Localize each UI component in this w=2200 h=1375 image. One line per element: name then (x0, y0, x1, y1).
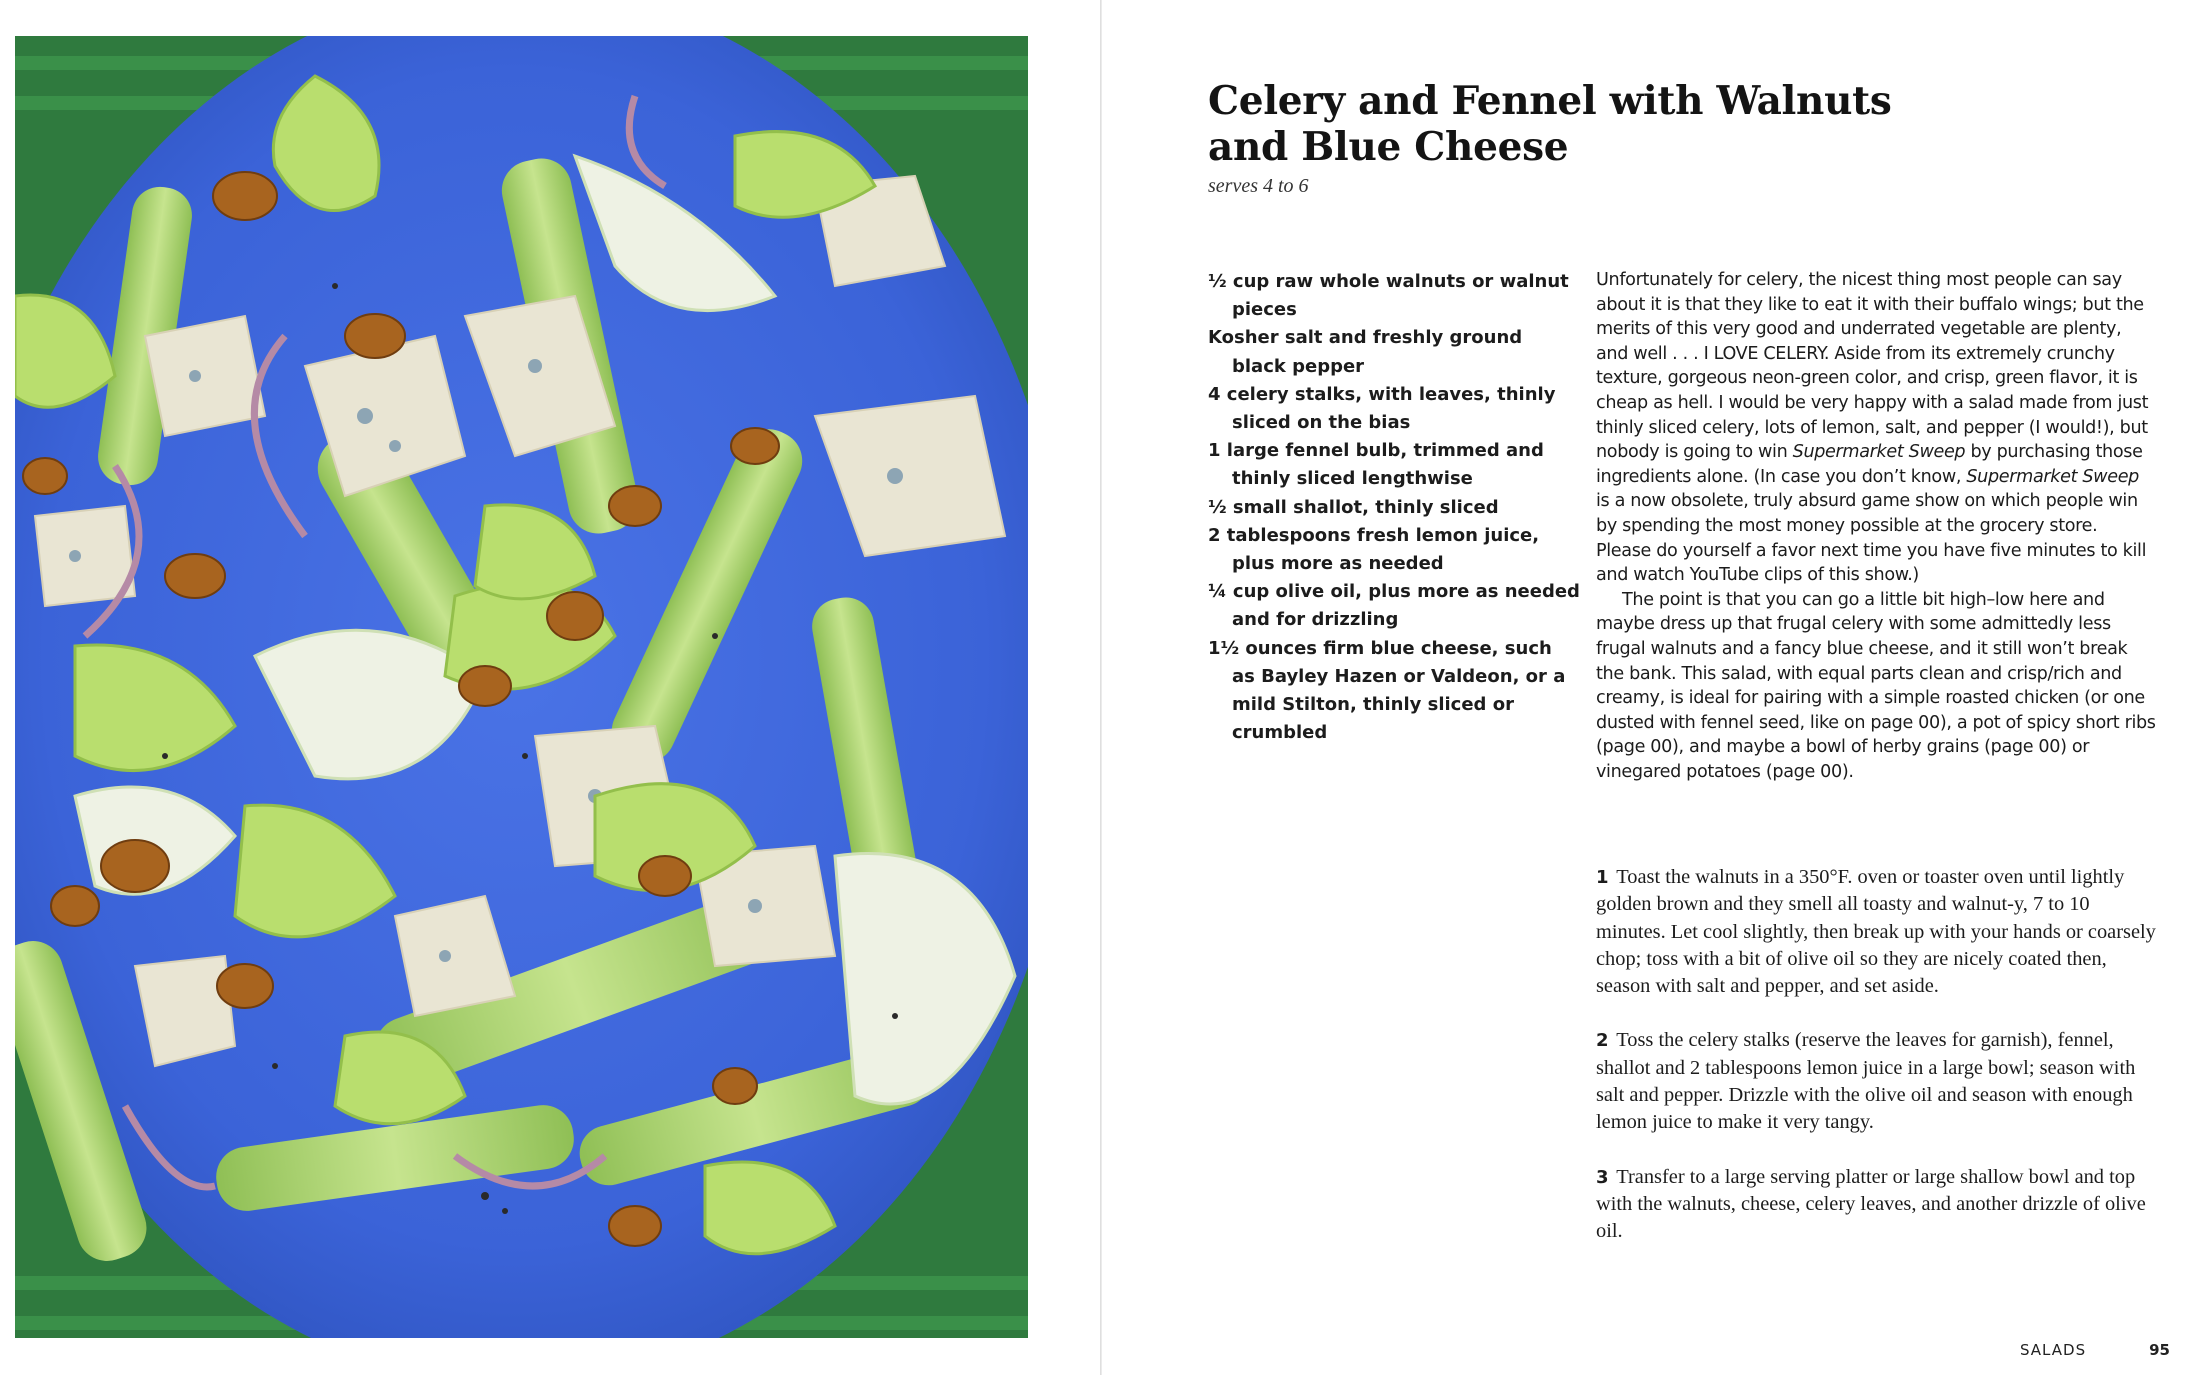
ingredient-item: ½ cup raw whole walnuts or walnut pieces (1208, 271, 1569, 321)
ingredient-item: 1 large fennel bulb, trimmed and thinly sliced lengthwise (1208, 440, 1544, 490)
step-number: 3 (1596, 1166, 1609, 1188)
salad-illustration (15, 36, 1028, 1338)
ingredient-item: Kosher salt and freshly ground black pepper (1208, 327, 1523, 377)
section-label: SALADS (2020, 1341, 2087, 1359)
recipe-title (1208, 78, 1928, 170)
ingredient-item: 1½ ounces firm blue cheese, such as Bayley Hazen or Valdeon, or a mild Stilton, thinly sliced or crumbled (1208, 637, 1566, 744)
title-line-1: Celery and Fennel with Walnuts (1208, 78, 1892, 124)
step-text: Transfer to a large serving platter or large shallow bowl and top with the walnuts, cheese, celery leaves, and another drizzle of olive oil. (1596, 1165, 2146, 1243)
headnote (1596, 268, 2156, 784)
step-number: 1 (1596, 867, 1609, 888)
headnote-paragraph-1 (1596, 268, 2156, 588)
title-line-2: and Blue Cheese (1208, 124, 1569, 170)
method-step (1596, 1164, 2156, 1246)
ingredient-list (1208, 268, 1580, 747)
headnote-paragraph-2: The point is that you can go a little bit high–low here and maybe dress up that frugal celery with some admittedly less frugal walnuts and a fancy blue cheese, and it still won’t break the bank. This salad, with equal parts clean and crisp/rich and creamy, is ideal for pairing with a simple roasted chicken (or one dusted with fennel seed, like on page 00), a pot of spicy short ribs (page 00), and maybe a bowl of herby grains (page 00) or vinegared potatoes (page 00). (1596, 589, 2156, 782)
right-page (1102, 0, 2200, 1375)
ingredient-item: 4 celery stalks, with leaves, thinly sliced on the bias (1208, 383, 1556, 434)
recipe-yield: serves 4 to 6 (1208, 175, 1309, 197)
ingredient-item: 2 tablespoons fresh lemon juice, plus more as needed (1208, 524, 1540, 575)
method-steps (1596, 864, 2156, 1273)
salad-photo (15, 36, 1028, 1338)
show-title: Supermarket Sweep (1792, 442, 1966, 463)
show-title: Supermarket Sweep (1966, 466, 2139, 487)
headnote-text: by purchasing those ingredients alone. (In case you don’t know, (1596, 442, 2143, 487)
page-footer (2020, 1341, 2170, 1361)
headnote-text: is a now obsolete, truly absurd game show on which people win by spending the most money possible at the grocery store. Please do yourself a favor next time you have five minutes to kill and watch YouTube clips of this show.) (1596, 491, 2147, 586)
step-number: 2 (1596, 1030, 1609, 1052)
step-text: Toss the celery stalks (reserve the leaves for garnish), fennel, shallot and 2 tablespoons lemon juice in a large bowl; season with salt and pepper. Drizzle with the olive oil and season with enough lemon juice to make it very tangy. (1596, 1029, 2136, 1134)
headnote-text: Unfortunately for celery, the nicest thing most people can say about it is that they like to eat it with their buffalo wings; but the merits of this very good and underrated vegetable are plenty, and well . . . I LOVE CELERY. Aside from its extremely crunchy texture, gorgeous neon-green color, and crisp, green flavor, it is cheap as hell. I would be very happy with a salad made from just thinly sliced celery, lots of lemon, salt, and pepper (I would!), but nobody is going to win (1596, 270, 2149, 463)
ingredient-item: ½ small shallot, thinly sliced (1208, 496, 1499, 518)
step-text: Toast the walnuts in a 350°F. oven or toaster oven until lightly golden brown and they smell all toasty and walnut-y, 7 to 10 minutes. Let cool slightly, then break up with your hands or coarsely chop; toss with a bit of olive oil so they are nicely coated then, season with salt and pepper, and set aside. (1596, 866, 2156, 998)
page-number: 95 (2149, 1341, 2170, 1359)
method-step (1596, 1027, 2156, 1136)
ingredient-item: ¼ cup olive oil, plus more as needed and for drizzling (1208, 581, 1580, 631)
method-step (1596, 864, 2156, 1000)
